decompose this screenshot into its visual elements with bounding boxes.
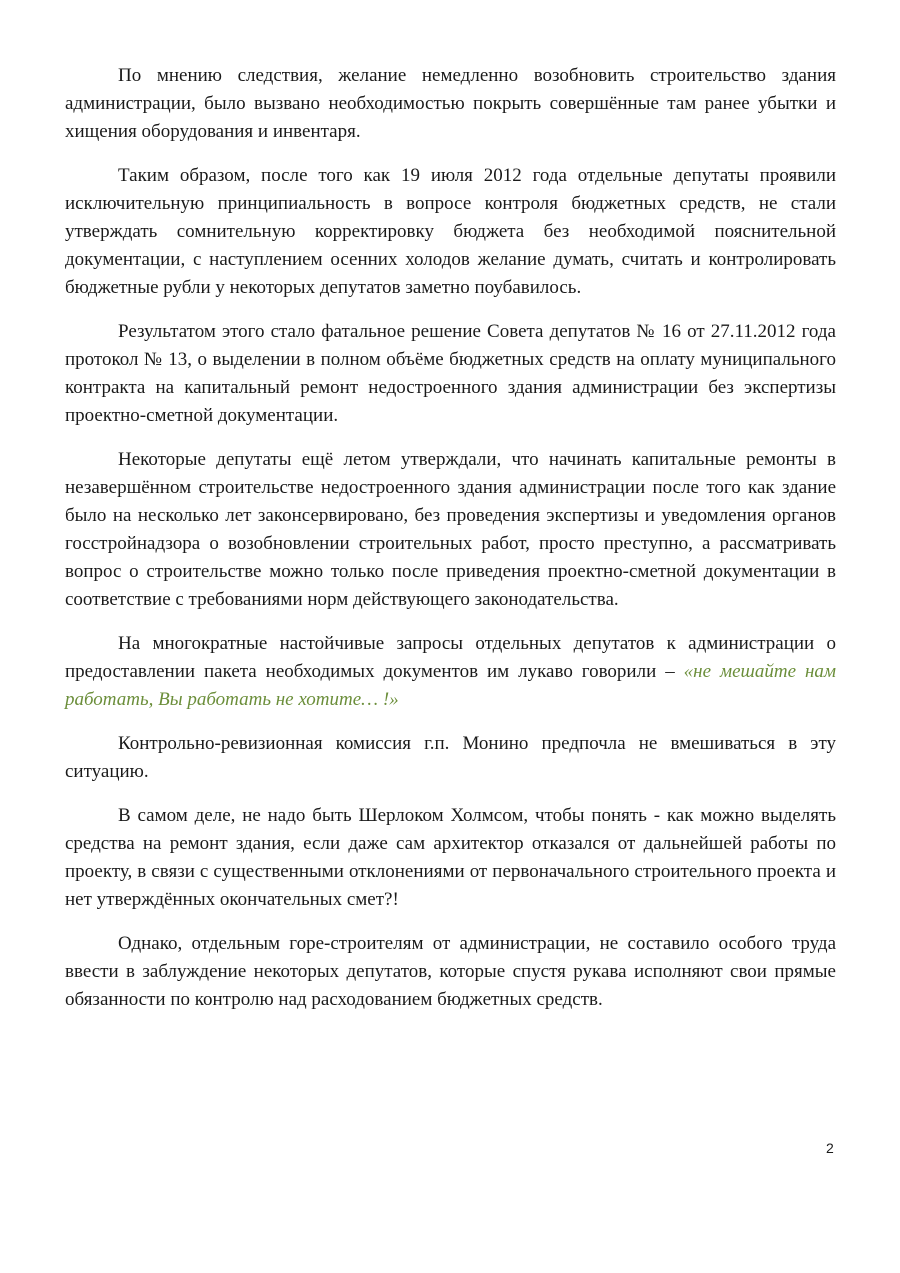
paragraph-5-lead: На многократные настойчивые запросы отдельных депутатов к администрации о предоставлении пакета необходимых документов им лукаво говорили – <box>65 633 836 682</box>
paragraph-5 <box>65 630 836 714</box>
paragraph-4: Некоторые депутаты ещё летом утверждали, что начинать капитальные ремонты в незавершённом строительстве недостроенного здания администрации после того как здание было на несколько лет законсервировано, без проведения экспертизы и уведомления органов госстройнадзора о возобновлении строительных работ, просто преступно, а рассматривать вопрос о строительстве можно только после приведения проектно-сметной документации в соответствие с требованиями норм действующего законодательства. <box>65 449 836 610</box>
paragraph-2: Таким образом, после того как 19 июля 2012 года отдельные депутаты проявили исключительную принципиальность в вопросе контроля бюджетных средств, не стали утверждать сомнительную корректировку бюджета без необходимой пояснительной документации, с наступлением осенних холодов желание думать, считать и контролировать бюджетные рубли у некоторых депутатов заметно поубавилось. <box>65 165 836 298</box>
paragraph-8: Однако, отдельным горе-строителям от администрации, не составило особого труда ввести в заблуждение некоторых депутатов, которые спустя рукава исполняют свои прямые обязанности по контролю над расходованием бюджетных средств. <box>65 933 836 1010</box>
paragraph-3: Результатом этого стало фатальное решение Совета депутатов № 16 от 27.11.2012 года протокол № 13, о выделении в полном объёме бюджетных средств на оплату муниципального контракта на капитальный ремонт недостроенного здания администрации без экспертизы проектно-сметной документации. <box>65 321 836 426</box>
page-number: 2 <box>826 1140 834 1156</box>
paragraph-1: По мнению следствия, желание немедленно возобновить строительство здания администрации, было вызвано необходимостью покрыть совершённые там ранее убытки и хищения оборудования и инвентаря. <box>65 65 836 142</box>
paragraph-6: Контрольно-ревизионная комиссия г.п. Монино предпочла не вмешиваться в эту ситуацию. <box>65 733 836 782</box>
paragraph-7: В самом деле, не надо быть Шерлоком Холмсом, чтобы понять - как можно выделять средства на ремонт здания, если даже сам архитектор отказался от дальнейшей работы по проекту, в связи с существенными отклонениями от первоначального строительного проекта и нет утверждённых окончательных смет?! <box>65 805 836 910</box>
document-body <box>65 62 836 1030</box>
quoted-speech: «не мешайте нам работать, Вы работать не хотите… !» <box>65 661 836 710</box>
